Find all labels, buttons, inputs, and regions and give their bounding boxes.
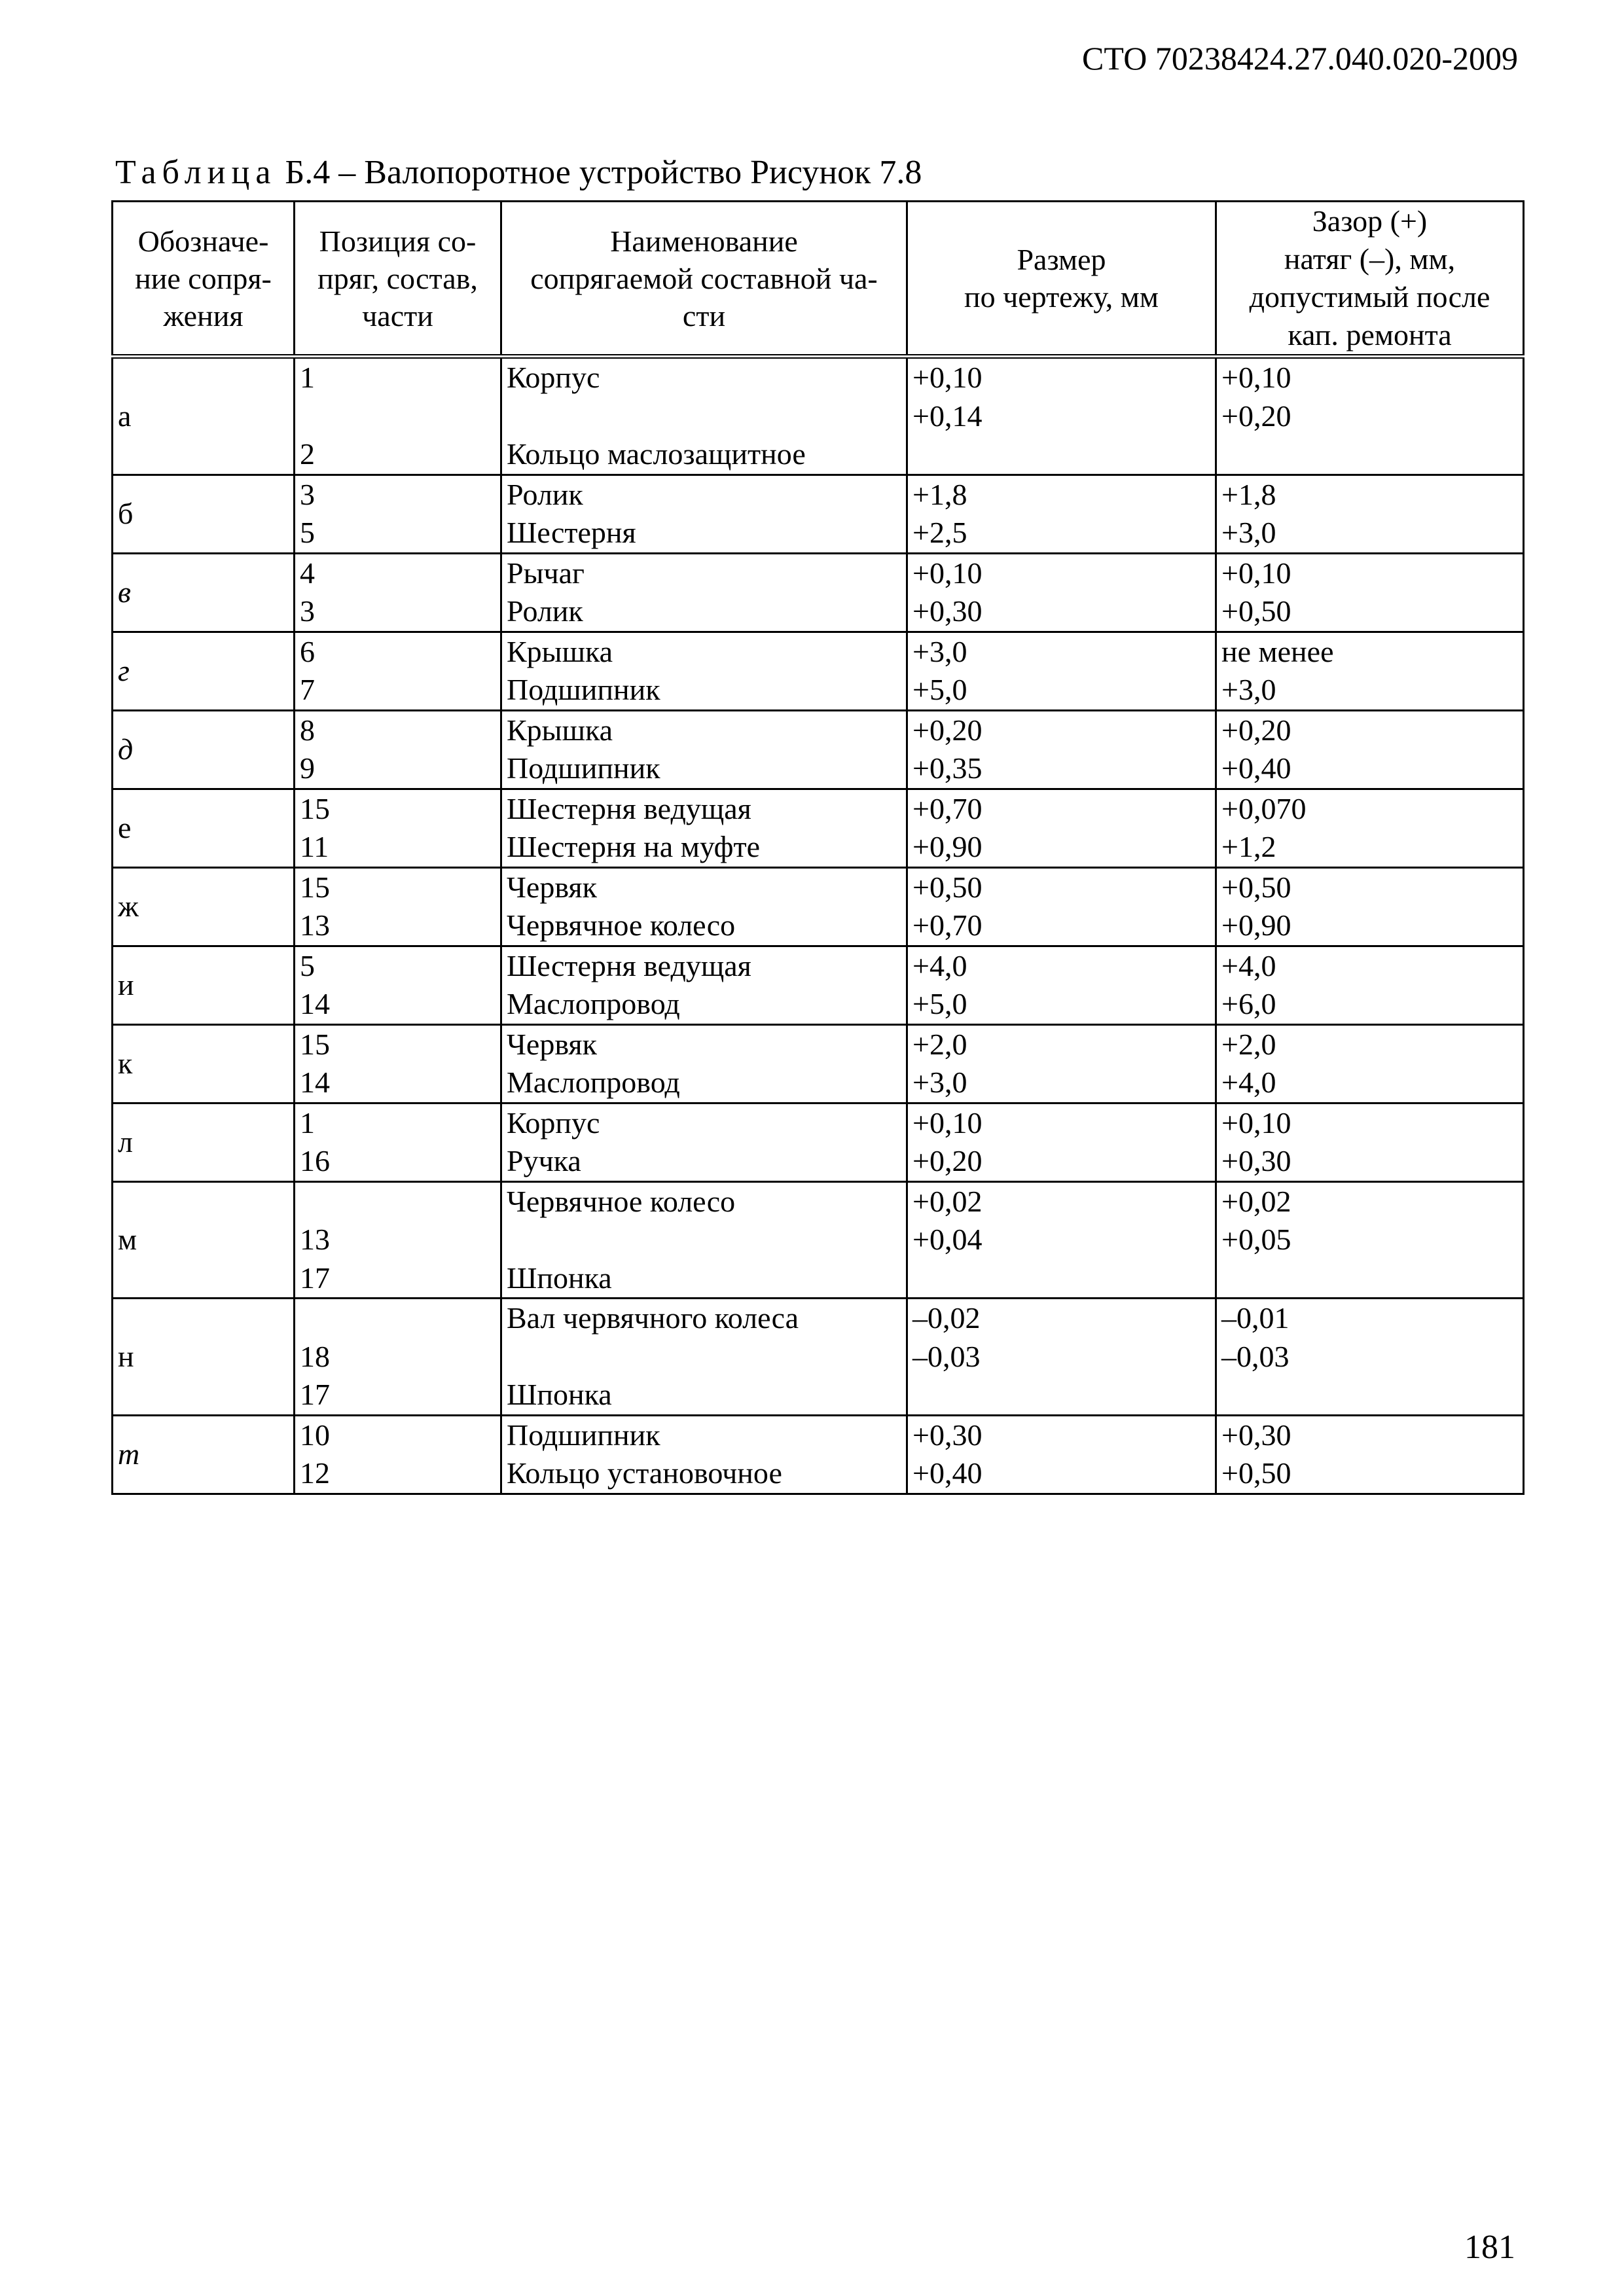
cell-part-name [501, 946, 907, 1024]
cell-gap [1216, 553, 1524, 632]
cell-drawing-size-line: +0,10 [912, 556, 983, 590]
cell-part-name [501, 710, 907, 789]
cell-drawing-size-line: +5,0 [912, 673, 967, 706]
cell-position-line: 17 [300, 1378, 330, 1411]
cell-gap [1216, 1415, 1524, 1494]
cell-drawing-size-line: +0,04 [912, 1223, 983, 1256]
cell-drawing-size-line: +3,0 [912, 1066, 967, 1099]
cell-drawing-size [907, 1299, 1216, 1416]
cell-drawing-size-line: +0,14 [912, 399, 983, 433]
cell-part-name-line: Ручка [507, 1144, 581, 1177]
cell-gap [1216, 710, 1524, 789]
cell-position-line: 1 [300, 361, 315, 394]
cell-drawing-size-line: +0,90 [912, 830, 983, 863]
cell-position-line: 3 [300, 477, 315, 511]
cell-designation: б [113, 475, 295, 553]
cell-position-line: 11 [300, 830, 329, 863]
table-row [113, 1415, 1524, 1494]
cell-gap-line: +0,070 [1221, 791, 1307, 825]
cell-part-name-line: Шпонка [507, 1261, 612, 1295]
cell-drawing-size-line [912, 435, 1210, 474]
cell-drawing-size-line: +0,02 [912, 1184, 983, 1218]
cell-part-name [501, 789, 907, 867]
cell-part-name-line [507, 397, 901, 436]
cell-position-line [300, 1299, 496, 1338]
cell-part-name [501, 1181, 907, 1299]
cell-drawing-size-line [912, 1376, 1210, 1414]
cell-position [295, 867, 501, 946]
cell-gap-line: +0,20 [1221, 713, 1291, 747]
cell-gap-line: +0,10 [1221, 1105, 1291, 1139]
cell-gap-line: +0,10 [1221, 361, 1291, 394]
cell-gap-line: +0,10 [1221, 556, 1291, 590]
cell-drawing-size [907, 1024, 1216, 1103]
cell-gap [1216, 1103, 1524, 1181]
cell-gap-line: +0,40 [1221, 751, 1291, 785]
cell-part-name-line: Ролик [507, 477, 583, 511]
cell-drawing-size-line: +0,40 [912, 1456, 983, 1490]
cell-gap-line: +0,50 [1221, 594, 1291, 628]
cell-position [295, 1415, 501, 1494]
cell-part-name-line: Подшипник [507, 1418, 660, 1452]
cell-part-name-line: Крышка [507, 634, 613, 668]
cell-gap-line: +0,05 [1221, 1223, 1291, 1256]
cell-position [295, 1024, 501, 1103]
cell-part-name-line: Маслопровод [507, 1066, 680, 1099]
cell-position-line: 13 [300, 1223, 330, 1256]
cell-part-name-line: Червяк [507, 1027, 597, 1061]
table-row [113, 475, 1524, 553]
cell-drawing-size-line: –0,02 [912, 1301, 981, 1335]
cell-designation: ж [113, 867, 295, 946]
mating-parts-table [111, 200, 1525, 1495]
cell-part-name [501, 1103, 907, 1181]
table-row [113, 946, 1524, 1024]
table-row [113, 632, 1524, 710]
cell-part-name-line [507, 1221, 901, 1259]
table-row [113, 867, 1524, 946]
cell-gap-line: +0,30 [1221, 1418, 1291, 1452]
cell-gap [1216, 632, 1524, 710]
cell-drawing-size-line: +0,10 [912, 1105, 983, 1139]
table-caption-label: Таблица [115, 154, 277, 191]
cell-drawing-size [907, 1415, 1216, 1494]
cell-part-name-line [507, 1338, 901, 1376]
cell-position-line: 18 [300, 1339, 330, 1373]
cell-drawing-size-line: +0,70 [912, 791, 983, 825]
cell-gap-line: +0,02 [1221, 1184, 1291, 1218]
cell-gap [1216, 867, 1524, 946]
cell-gap [1216, 1024, 1524, 1103]
page-number: 181 [1464, 2229, 1515, 2266]
cell-position [295, 553, 501, 632]
cell-position-line: 17 [300, 1261, 330, 1295]
cell-drawing-size-line: +0,20 [912, 1144, 983, 1177]
cell-gap-line [1221, 1259, 1518, 1298]
table-body [113, 357, 1524, 1494]
cell-gap [1216, 1299, 1524, 1416]
cell-position-line: 15 [300, 870, 330, 904]
cell-gap-line: +6,0 [1221, 987, 1276, 1020]
cell-gap-line: +0,20 [1221, 399, 1291, 433]
cell-part-name [501, 1415, 907, 1494]
cell-position-line: 7 [300, 673, 315, 706]
cell-position [295, 1103, 501, 1181]
cell-drawing-size-line: +0,30 [912, 1418, 983, 1452]
cell-part-name [501, 867, 907, 946]
cell-gap [1216, 946, 1524, 1024]
cell-position-line: 3 [300, 594, 315, 628]
cell-drawing-size-line: +0,70 [912, 908, 983, 942]
cell-drawing-size [907, 1103, 1216, 1181]
cell-gap-line: +0,50 [1221, 870, 1291, 904]
cell-position [295, 946, 501, 1024]
table-caption [115, 156, 922, 190]
table-row [113, 357, 1524, 475]
cell-position-line: 5 [300, 948, 315, 982]
cell-position-line: 16 [300, 1144, 330, 1177]
header-part-name: Наименование сопрягаемой составной ча- сти [501, 202, 907, 357]
cell-drawing-size [907, 710, 1216, 789]
cell-position-line: 15 [300, 791, 330, 825]
cell-gap-line: +3,0 [1221, 516, 1276, 549]
cell-part-name [501, 632, 907, 710]
cell-drawing-size-line [912, 1259, 1210, 1298]
cell-gap-line: +1,8 [1221, 477, 1276, 511]
cell-position [295, 1181, 501, 1299]
cell-part-name [501, 475, 907, 553]
cell-gap [1216, 475, 1524, 553]
cell-gap [1216, 1181, 1524, 1299]
cell-part-name [501, 357, 907, 475]
cell-gap-line: –0,03 [1221, 1339, 1290, 1373]
cell-part-name-line: Вал червячного колеса [507, 1301, 799, 1335]
cell-designation: е [113, 789, 295, 867]
cell-part-name [501, 1024, 907, 1103]
cell-gap-line: +0,90 [1221, 908, 1291, 942]
cell-position-line: 15 [300, 1027, 330, 1061]
cell-position [295, 475, 501, 553]
cell-designation: л [113, 1103, 295, 1181]
cell-position [295, 357, 501, 475]
cell-designation: г [113, 632, 295, 710]
cell-position-line: 5 [300, 516, 315, 549]
cell-part-name-line: Червячное колесо [507, 1184, 736, 1218]
cell-part-name-line: Шестерня [507, 516, 636, 549]
cell-part-name [501, 1299, 907, 1416]
cell-drawing-size-line: +0,20 [912, 713, 983, 747]
cell-drawing-size-line: +0,50 [912, 870, 983, 904]
cell-part-name-line: Червяк [507, 870, 597, 904]
cell-drawing-size-line: +0,35 [912, 751, 983, 785]
cell-designation: н [113, 1299, 295, 1416]
cell-position [295, 789, 501, 867]
cell-gap [1216, 789, 1524, 867]
cell-part-name-line: Корпус [507, 361, 600, 394]
cell-drawing-size-line: +1,8 [912, 477, 967, 511]
cell-part-name [501, 553, 907, 632]
cell-part-name-line: Крышка [507, 713, 613, 747]
cell-gap-line: +3,0 [1221, 673, 1276, 706]
cell-part-name-line: Подшипник [507, 751, 660, 785]
cell-gap-line: +0,30 [1221, 1144, 1291, 1177]
cell-drawing-size [907, 946, 1216, 1024]
cell-designation: и [113, 946, 295, 1024]
cell-position-line [300, 1183, 496, 1221]
cell-position [295, 710, 501, 789]
cell-designation: к [113, 1024, 295, 1103]
cell-gap-line: не менее [1221, 634, 1334, 668]
table-row [113, 1299, 1524, 1416]
cell-part-name-line: Шестерня на муфте [507, 830, 761, 863]
cell-part-name-line: Подшипник [507, 673, 660, 706]
cell-gap-line [1221, 1376, 1518, 1414]
header-position: Позиция со- пряг, состав, части [295, 202, 501, 357]
cell-position-line: 12 [300, 1456, 330, 1490]
cell-part-name-line: Маслопровод [507, 987, 680, 1020]
cell-gap-line: +4,0 [1221, 948, 1276, 982]
cell-position-line [300, 397, 496, 436]
cell-designation: в [113, 553, 295, 632]
cell-designation: м [113, 1181, 295, 1299]
cell-drawing-size-line: +3,0 [912, 634, 967, 668]
cell-drawing-size [907, 789, 1216, 867]
cell-part-name-line: Шестерня ведущая [507, 948, 751, 982]
table-header-row [113, 202, 1524, 357]
cell-gap-line: +0,50 [1221, 1456, 1291, 1490]
cell-drawing-size-line: +0,10 [912, 361, 983, 394]
cell-position-line: 13 [300, 908, 330, 942]
cell-designation: д [113, 710, 295, 789]
table-row [113, 553, 1524, 632]
cell-position-line: 1 [300, 1105, 315, 1139]
cell-gap-line: –0,01 [1221, 1301, 1290, 1335]
table-row [113, 1181, 1524, 1299]
cell-part-name-line: Кольцо маслозащитное [507, 437, 806, 471]
cell-drawing-size-line: –0,03 [912, 1339, 981, 1373]
cell-gap-line: +4,0 [1221, 1066, 1276, 1099]
cell-gap-line: +2,0 [1221, 1027, 1276, 1061]
cell-position-line: 14 [300, 1066, 330, 1099]
cell-drawing-size-line: +4,0 [912, 948, 967, 982]
cell-position-line: 2 [300, 437, 315, 471]
cell-part-name-line: Корпус [507, 1105, 600, 1139]
cell-position-line: 14 [300, 987, 330, 1020]
cell-drawing-size [907, 357, 1216, 475]
cell-part-name-line: Рычаг [507, 556, 585, 590]
header-designation: Обозначе- ние сопря- жения [113, 202, 295, 357]
cell-part-name-line: Кольцо установочное [507, 1456, 782, 1490]
header-drawing-size: Размер по чертежу, мм [907, 202, 1216, 357]
cell-drawing-size [907, 1181, 1216, 1299]
cell-position-line: 8 [300, 713, 315, 747]
table-row [113, 1103, 1524, 1181]
table-caption-text: Б.4 – Валопоротное устройство Рисунок 7.8 [276, 154, 922, 191]
cell-position-line: 4 [300, 556, 315, 590]
cell-part-name-line: Шестерня ведущая [507, 791, 751, 825]
cell-designation: т [113, 1415, 295, 1494]
cell-position-line: 9 [300, 751, 315, 785]
table-row [113, 789, 1524, 867]
cell-drawing-size-line: +2,0 [912, 1027, 967, 1061]
cell-gap-line: +1,2 [1221, 830, 1276, 863]
cell-designation: а [113, 357, 295, 475]
cell-drawing-size-line: +0,30 [912, 594, 983, 628]
cell-position-line: 10 [300, 1418, 330, 1452]
cell-position [295, 632, 501, 710]
cell-gap-line [1221, 435, 1518, 474]
cell-drawing-size [907, 632, 1216, 710]
table-row [113, 1024, 1524, 1103]
cell-gap [1216, 357, 1524, 475]
document-code: СТО 70238424.27.040.020-2009 [1082, 40, 1518, 77]
cell-drawing-size-line: +5,0 [912, 987, 967, 1020]
cell-drawing-size-line: +2,5 [912, 516, 967, 549]
cell-position-line: 6 [300, 634, 315, 668]
cell-part-name-line: Шпонка [507, 1378, 612, 1411]
cell-part-name-line: Ролик [507, 594, 583, 628]
cell-part-name-line: Червячное колесо [507, 908, 736, 942]
cell-position [295, 1299, 501, 1416]
header-gap-interference: Зазор (+) натяг (–), мм, допустимый после кап. ремонта [1216, 202, 1524, 357]
cell-drawing-size [907, 475, 1216, 553]
cell-drawing-size [907, 867, 1216, 946]
cell-drawing-size [907, 553, 1216, 632]
table-row [113, 710, 1524, 789]
